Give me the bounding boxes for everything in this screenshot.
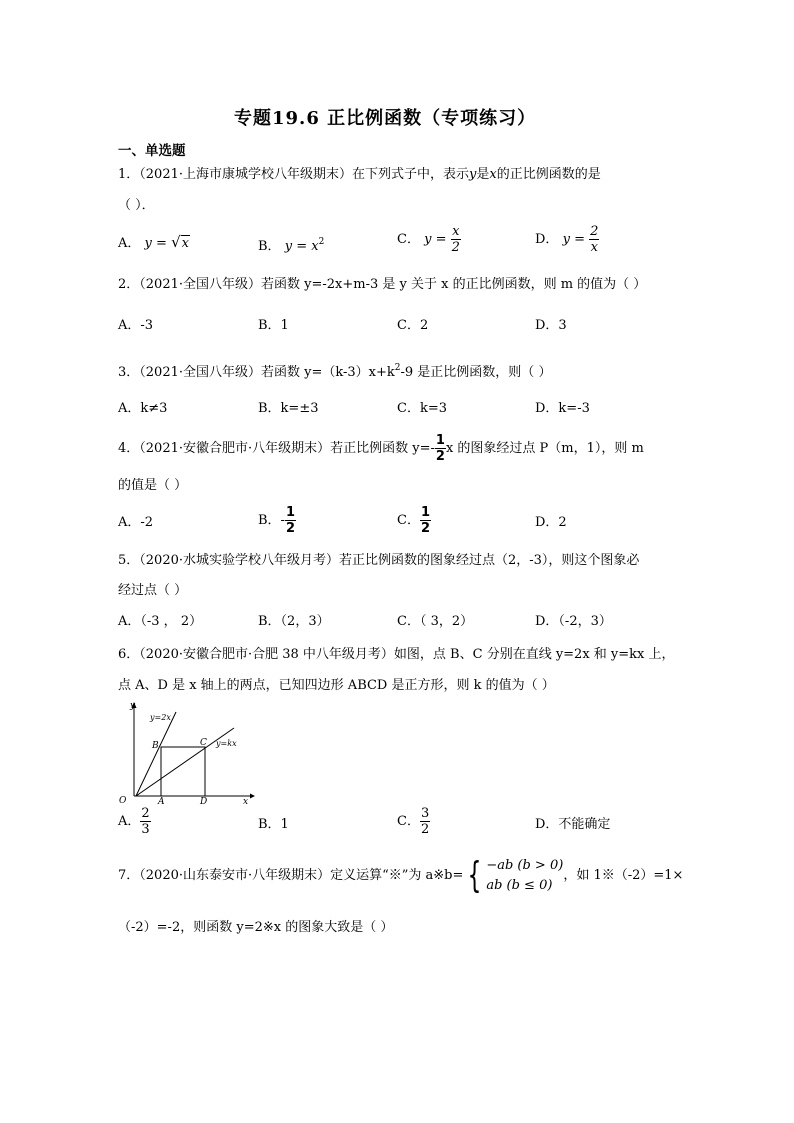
label-line-2x: y=2x — [150, 713, 171, 722]
question-4-option-c[interactable]: C． $\frac{1}{2}$ — [397, 505, 430, 536]
label-y-axis: y — [130, 701, 136, 711]
question-5-option-c[interactable]: C．（ 3，2） — [397, 614, 474, 629]
question-3-option-d[interactable]: D．k=-3 — [535, 401, 590, 416]
question-5-stem-line2: 经过点（ ） — [118, 583, 188, 598]
question-7-stem: 7．（2020·山东泰安市·八年级期末）定义运算“※”为 a※b= { −ab (b > 0) ab (b ≤ 0) ，如 1※（-2）=1× — [118, 855, 684, 896]
question-4-option-b[interactable]: B．- $\frac{1}{2}$ — [258, 505, 295, 536]
question-6-option-a[interactable]: A． $\frac{2}{3}$ — [118, 806, 150, 837]
question-6-option-b[interactable]: B．1 — [258, 817, 289, 832]
question-4-stem: 4．（2021·安徽合肥市·八年级期末）若正比例函数 y=- $\frac{1}{2}$ x 的图象经过点 P（m，1），则 m — [118, 433, 644, 464]
question-5-option-d[interactable]: D．（-2，3） — [535, 614, 612, 629]
question-2-option-a[interactable]: A．-3 — [118, 318, 154, 333]
label-b: B — [152, 741, 159, 751]
question-2-option-b[interactable]: B．1 — [258, 318, 289, 333]
question-1-stem: 1．（2021·上海市康城学校八年级期末）在下列式子中，表示y是x的正比例函数的是 — [118, 167, 601, 182]
label-a: A — [158, 797, 165, 804]
question-6-option-d[interactable]: D．不能确定 — [535, 817, 611, 832]
question-3-option-c[interactable]: C．k=3 — [397, 401, 447, 416]
question-2-option-d[interactable]: D．3 — [535, 318, 567, 333]
section-heading: 一、单选题 — [118, 143, 186, 159]
question-4-option-d[interactable]: D．2 — [535, 515, 567, 530]
question-2-option-c[interactable]: C．2 — [397, 318, 429, 333]
line-y-2x — [136, 712, 176, 796]
question-4-option-a[interactable]: A．-2 — [118, 515, 154, 530]
x-axis-arrow-icon — [250, 794, 255, 799]
question-6-stem: 6．（2020·安徽合肥市·合肥 38 中八年级月考）如图，点 B、C 分别在直线 y=2x 和 y=kx 上， — [118, 647, 675, 662]
question-1-option-c[interactable]: C． y = $\frac{x}{2}$ — [397, 224, 460, 255]
question-5-stem: 5．（2020·水城实验学校八年级月考）若正比例函数的图象经过点（2，-3），则这个图象必 — [118, 553, 640, 568]
question-6-option-c[interactable]: C． $\frac{3}{2}$ — [397, 806, 430, 837]
question-3-option-b[interactable]: B．k=±3 — [258, 401, 319, 416]
label-d: D — [200, 797, 208, 804]
question-1-option-a[interactable]: A． y = √x — [118, 233, 189, 251]
case-1: −ab (b > 0) — [486, 858, 564, 873]
question-1-option-d[interactable]: D． y = $\frac{2}{x}$ — [535, 224, 599, 255]
label-c: C — [200, 738, 207, 748]
square-abcd — [161, 747, 205, 796]
question-7-stem-line2: （-2）=-2，则函数 y=2※x 的图象大致是（ ） — [118, 920, 394, 935]
question-6-figure — [116, 700, 256, 804]
question-1-option-b[interactable]: B． $y = x^2$ — [258, 237, 325, 254]
question-2-stem: 2．（2021·全国八年级）若函数 y=-2x+m-3 是 y 关于 x 的正比例函数，则 m 的值为（ ） — [118, 277, 647, 292]
question-3-option-a[interactable]: A．k≠3 — [118, 401, 168, 416]
question-4-stem-line2: 的值是（ ） — [118, 478, 188, 493]
page-title: 专题19.6 正比例函数（专项练习） — [234, 108, 537, 129]
question-5-option-b[interactable]: B．（2，3） — [258, 614, 330, 629]
question-5-option-a[interactable]: A．（-3 ， 2） — [118, 614, 203, 629]
question-1-stem-line2: （ ）． — [118, 198, 155, 213]
question-6-stem-line2: 点 A、D 是 x 轴上的两点，已知四边形 ABCD 是正方形，则 k 的值为（ ） — [118, 678, 555, 693]
question-3-stem: 3．（2021·全国八年级）若函数 $y=(k-3)x+k^2-9$ 是正比例函数，则（ ） — [118, 363, 552, 380]
label-x-axis: x — [243, 797, 249, 804]
label-line-kx: y=kx — [216, 739, 237, 748]
case-2: ab (b ≤ 0) — [486, 878, 553, 893]
label-origin: O — [119, 796, 127, 804]
